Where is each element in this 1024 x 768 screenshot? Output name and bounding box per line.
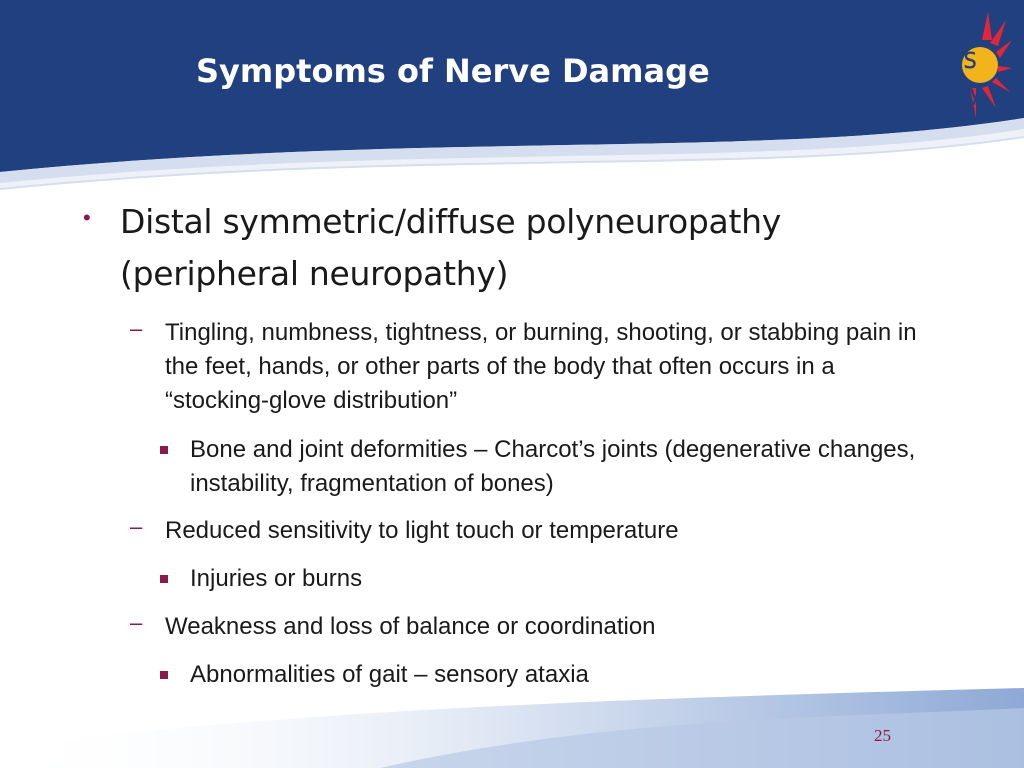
sub-bullet-text: Tingling, numbness, tightness, or burning, shooting, or stabbing pain in the feet, hands, or other parts of the body that often occurs in a “stocking-glove distribution” — [165, 319, 917, 414]
dash-bullet-icon: – — [130, 514, 143, 539]
dash-bullet-icon: – — [130, 316, 143, 341]
square-bullet-icon — [160, 671, 168, 679]
detail-bullet-text: Bone and joint deformities – Charcot’s joints (degenerative changes, instability, fragmentation of bones) — [190, 436, 916, 497]
logo-text-line1: Pinellas — [878, 41, 978, 75]
bullet-dot-icon: • — [83, 205, 91, 230]
detail-bullet-text: Injuries or burns — [190, 565, 363, 592]
dash-bullet-icon: – — [130, 610, 143, 635]
page-number: 25 — [874, 726, 891, 745]
square-bullet-icon — [160, 446, 168, 454]
square-bullet-icon — [160, 575, 168, 583]
slide-title: Symptoms of Nerve Damage — [196, 52, 710, 90]
sub-bullet-text: Reduced sensitivity to light touch or temperature — [165, 517, 679, 544]
detail-bullet-text: Abnormalities of gait – sensory ataxia — [190, 661, 589, 688]
sub-bullet-text: Weakness and loss of balance or coordination — [165, 613, 656, 640]
logo-text-line2: County — [890, 73, 983, 107]
main-bullet: Distal symmetric/diffuse polyneuropathy (peripheral neuropathy) — [120, 202, 781, 293]
